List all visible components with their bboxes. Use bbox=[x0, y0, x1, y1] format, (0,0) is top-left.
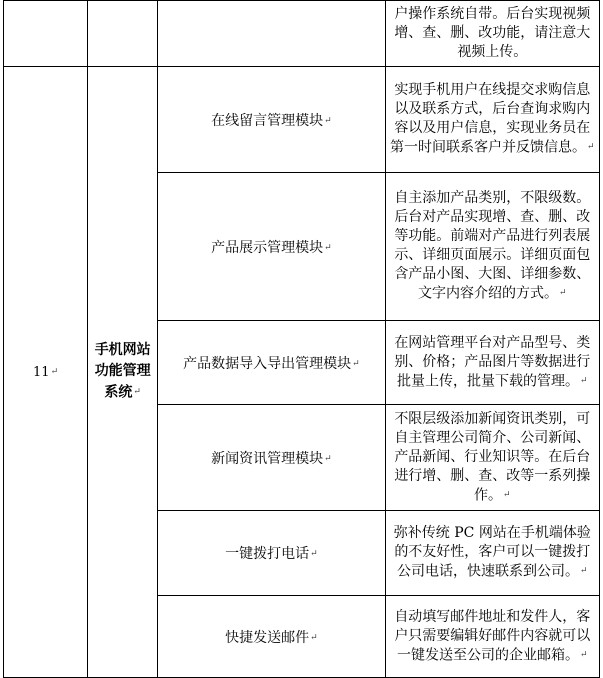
module-cell bbox=[158, 596, 385, 678]
paragraph-mark-icon: ↵ bbox=[310, 632, 318, 643]
description-cell bbox=[385, 67, 599, 173]
category-label: 手机网站功能管理系统 bbox=[94, 342, 151, 401]
module-label: 快捷发送邮件 bbox=[225, 629, 310, 646]
description-text: 自主添加产品类别，不限级数。后台对产品实现增、查、删、改等功能。前端对产品进行列表展示、详细页面展示。详细页面包含产品小图、大图、详细参数、文字内容介绍的方式。 bbox=[394, 190, 591, 302]
serial-number: 11 bbox=[33, 364, 50, 380]
module-cell bbox=[158, 67, 385, 173]
paragraph-mark-icon: ↵ bbox=[324, 242, 332, 253]
paragraph-mark-icon: ↵ bbox=[580, 375, 588, 386]
paragraph-mark-icon: ↵ bbox=[559, 288, 567, 299]
module-label: 新闻资讯管理模块 bbox=[211, 450, 324, 467]
paragraph-mark-icon: ↵ bbox=[580, 649, 588, 660]
module-cell-top bbox=[158, 1, 385, 67]
description-cell bbox=[385, 1, 599, 67]
category-cell bbox=[88, 67, 158, 678]
paragraph-mark-icon: ↵ bbox=[310, 549, 318, 559]
description-text: 在网站管理平台对产品型号、类别、价格；产品图片等数据进行批量上传，批量下载的管理。 bbox=[394, 334, 591, 390]
paragraph-mark-icon: ↵ bbox=[324, 115, 332, 126]
description-cell bbox=[385, 405, 599, 511]
module-label: 产品展示管理模块 bbox=[211, 239, 324, 256]
serial-cell-top bbox=[4, 1, 88, 67]
module-cell bbox=[158, 321, 385, 405]
description-cell bbox=[385, 596, 599, 678]
module-label: 一键拨打电话 bbox=[225, 546, 310, 562]
module-label: 产品数据导入导出管理模块 bbox=[183, 355, 352, 372]
description-text: 不限层级添加新闻资讯类别，可自主管理公司简介、公司新闻、产品新闻、行业知识等。在后台进行增、删、查、改等一系列操作。 bbox=[394, 410, 591, 504]
serial-cell bbox=[4, 67, 88, 678]
function-table bbox=[3, 0, 600, 678]
description-cell bbox=[385, 511, 599, 596]
description-text: 自动填写邮件地址和发件人，客户只需要编辑好邮件内容就可以一键发送至公司的企业邮箱。 bbox=[394, 608, 591, 664]
module-label: 在线留言管理模块 bbox=[211, 112, 324, 129]
module-cell bbox=[158, 405, 385, 511]
module-cell bbox=[158, 173, 385, 321]
paragraph-mark-icon: ↵ bbox=[50, 367, 59, 377]
table-row bbox=[4, 1, 600, 67]
module-cell bbox=[158, 511, 385, 596]
category-cell-top bbox=[88, 1, 158, 67]
paragraph-mark-icon: ↵ bbox=[580, 566, 588, 577]
paragraph-mark-icon: ↵ bbox=[133, 387, 141, 398]
description-text: 户操作系统自带。后台实现视频增、查、删、改功能，请注意大视频上传。 bbox=[394, 6, 591, 60]
paragraph-mark-icon: ↵ bbox=[587, 142, 595, 153]
description-cell bbox=[385, 173, 599, 321]
paragraph-mark-icon: ↵ bbox=[324, 453, 332, 464]
table-row bbox=[4, 67, 600, 173]
paragraph-mark-icon: ↵ bbox=[503, 489, 511, 500]
description-text: 弥补传统 PC 网站在手机端体验的不友好性，客户可以一键拨打公司电话，快速联系到公司。 bbox=[393, 525, 591, 580]
description-cell bbox=[385, 321, 599, 405]
description-text: 实现手机用户在线提交求购信息以及联系方式，后台查询求购内容以及用户信息，实现业务员在第一时间联系客户并反馈信息。 bbox=[390, 82, 591, 156]
paragraph-mark-icon: ↵ bbox=[352, 358, 360, 369]
